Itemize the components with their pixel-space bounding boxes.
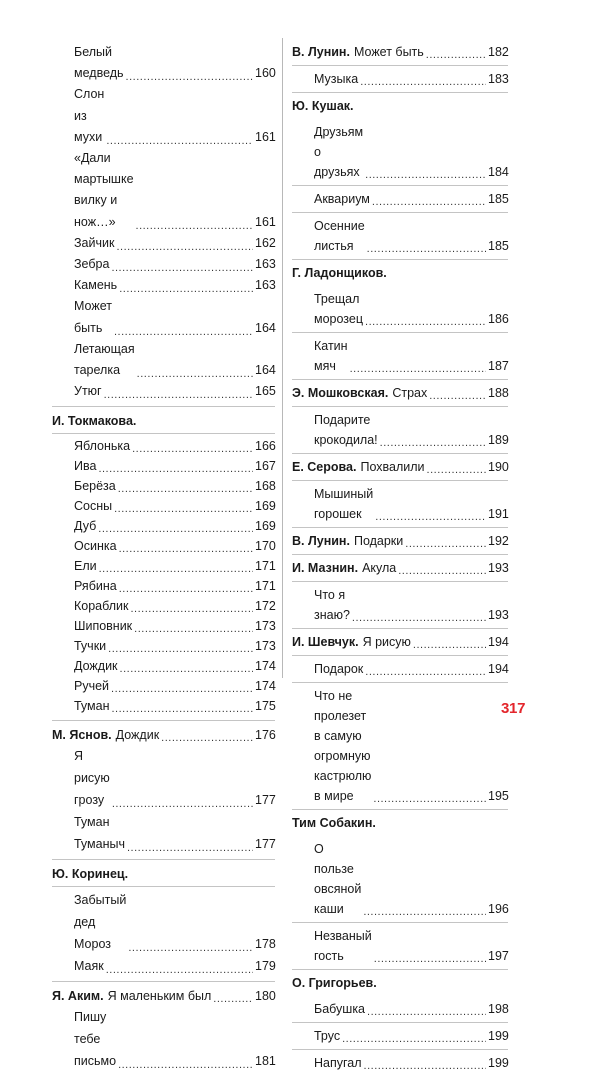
toc-entry-title: Туман Туманыч bbox=[74, 815, 125, 852]
toc-entry-page: 176 bbox=[255, 728, 276, 743]
dot-leader bbox=[374, 952, 486, 966]
dot-leader bbox=[363, 905, 486, 919]
toc-entry-title: Подарок bbox=[314, 662, 364, 676]
dot-leader bbox=[120, 662, 253, 676]
toc-entry-title: Рябина bbox=[74, 579, 117, 594]
toc-author-heading bbox=[52, 864, 275, 887]
dot-leader bbox=[119, 542, 253, 556]
toc-section bbox=[292, 457, 508, 528]
dot-leader bbox=[118, 1058, 253, 1072]
toc-section bbox=[52, 986, 275, 1072]
toc-section bbox=[292, 813, 508, 970]
author-name: Е. Серова. bbox=[292, 460, 357, 474]
toc-entry-page: 179 bbox=[255, 959, 276, 974]
toc-entry-title: Катин мяч bbox=[314, 339, 348, 373]
toc-section bbox=[52, 864, 275, 982]
toc-entry bbox=[52, 811, 275, 855]
toc-entry bbox=[292, 1053, 508, 1073]
toc-entry-page: 177 bbox=[255, 837, 276, 852]
toc-author-heading bbox=[292, 558, 508, 582]
toc-entry bbox=[52, 381, 275, 402]
toc-author-heading bbox=[52, 725, 275, 745]
toc-entry-title: Маяк bbox=[74, 959, 104, 974]
dot-leader bbox=[116, 240, 253, 254]
toc-entry bbox=[52, 536, 275, 556]
toc-entry bbox=[52, 42, 275, 84]
toc-entry bbox=[52, 616, 275, 636]
toc-entry-page: 163 bbox=[255, 257, 276, 272]
toc-section bbox=[292, 531, 508, 555]
dot-leader bbox=[98, 522, 253, 536]
toc-entry-page: 182 bbox=[488, 45, 509, 59]
toc-entry-page: 199 bbox=[488, 1056, 509, 1070]
toc-entry-title: Зайчик bbox=[74, 235, 115, 250]
toc-entry-title: Похвалили bbox=[360, 460, 425, 474]
dot-leader bbox=[99, 562, 253, 576]
toc-entry-page: 194 bbox=[488, 662, 509, 676]
toc-entry bbox=[52, 496, 275, 516]
toc-entry-title: Тучки bbox=[74, 639, 107, 654]
dot-leader bbox=[108, 642, 253, 656]
toc-entry-page: 171 bbox=[255, 559, 276, 574]
author-name: Ю. Коринец. bbox=[52, 867, 129, 882]
dot-leader bbox=[342, 1032, 486, 1046]
dot-leader bbox=[364, 1059, 486, 1073]
toc-entry-page: 164 bbox=[255, 363, 276, 378]
toc-entry-page: 169 bbox=[255, 499, 276, 514]
toc-entry-page: 187 bbox=[488, 359, 509, 373]
toc-entry bbox=[292, 1026, 508, 1050]
author-name: Г. Ладонщиков. bbox=[292, 266, 387, 280]
toc-entry bbox=[52, 516, 275, 536]
toc-entry-title: Подарки bbox=[353, 534, 404, 548]
toc-entry-page: 199 bbox=[488, 1029, 509, 1043]
author-name: И. Шевчук. bbox=[292, 635, 359, 649]
dot-leader bbox=[112, 797, 253, 811]
toc-author-heading bbox=[292, 42, 508, 66]
toc-entry-title: Может быть bbox=[74, 299, 112, 335]
dot-leader bbox=[106, 134, 253, 148]
toc-entry bbox=[292, 484, 508, 528]
dot-leader bbox=[104, 388, 253, 402]
toc-entry-page: 169 bbox=[255, 519, 276, 534]
toc-entry bbox=[292, 926, 508, 970]
toc-entry-title: Шиповник bbox=[74, 619, 133, 634]
toc-section bbox=[292, 632, 508, 810]
toc-entry bbox=[52, 889, 275, 955]
toc-entry-title: Музыка bbox=[314, 72, 359, 86]
dot-leader bbox=[128, 941, 253, 955]
toc-entry-title: Берёза bbox=[74, 479, 116, 494]
toc-entry-title: Дождик bbox=[115, 728, 160, 743]
toc-entry bbox=[292, 659, 508, 683]
dot-leader bbox=[365, 315, 486, 329]
toc-entry-page: 168 bbox=[255, 479, 276, 494]
toc-entry-page: 181 bbox=[255, 1054, 276, 1069]
toc-entry-title: Трус bbox=[314, 1029, 341, 1043]
toc-entry-page: 183 bbox=[488, 72, 509, 86]
toc-entry-page: 192 bbox=[488, 534, 509, 548]
toc-entry-title: Сосны bbox=[74, 499, 113, 514]
toc-section bbox=[292, 42, 508, 93]
author-name: Э. Мошковская. bbox=[292, 386, 389, 400]
toc-entry-title: Я рисую грозу bbox=[74, 749, 110, 808]
toc-entry-page: 180 bbox=[255, 989, 276, 1004]
author-name: Ю. Кушак. bbox=[292, 99, 354, 113]
toc-entry-title: Незваный гость bbox=[314, 929, 372, 963]
dot-leader bbox=[134, 622, 253, 636]
toc-author-heading bbox=[292, 383, 508, 407]
toc-entry-page: 193 bbox=[488, 561, 509, 575]
toc-entry-page: 170 bbox=[255, 539, 276, 554]
dot-leader bbox=[373, 792, 486, 806]
toc-continued-section bbox=[52, 42, 275, 407]
toc-entry-title: Бабушка bbox=[314, 1002, 366, 1016]
toc-entry-title: Мышиный горошек bbox=[314, 487, 374, 521]
toc-entry-title: Аквариум bbox=[314, 192, 370, 206]
toc-entry bbox=[52, 745, 275, 811]
toc-entry bbox=[292, 289, 508, 333]
toc-entry-title: «Дали мартышке вилку и нож…» bbox=[74, 151, 134, 229]
toc-entry-page: 166 bbox=[255, 439, 276, 454]
dot-leader bbox=[136, 219, 253, 233]
toc-entry-title: Летающая тарелка bbox=[74, 341, 135, 378]
toc-section bbox=[292, 558, 508, 629]
toc-entry-page: 195 bbox=[488, 789, 509, 803]
toc-entry bbox=[52, 576, 275, 596]
toc-entry bbox=[52, 296, 275, 338]
toc-entry-title: Страх bbox=[392, 386, 428, 400]
author-name: О. Григорьев. bbox=[292, 976, 377, 990]
toc-entry-title: Туман bbox=[74, 699, 110, 714]
toc-right-column bbox=[292, 42, 508, 1073]
toc-entry bbox=[52, 254, 275, 275]
toc-author-heading bbox=[292, 813, 508, 836]
toc-entry-page: 194 bbox=[488, 635, 509, 649]
toc-entry-title: Я рисую bbox=[362, 635, 411, 649]
page-number: 317 bbox=[501, 700, 526, 717]
toc-author-heading bbox=[292, 531, 508, 555]
toc-author-heading bbox=[292, 96, 508, 119]
dot-leader bbox=[126, 70, 253, 84]
toc-entry-title: Осинка bbox=[74, 539, 117, 554]
toc-entry-title: Осенние листья bbox=[314, 219, 365, 253]
toc-entry-title: Я маленьким был bbox=[107, 989, 212, 1004]
toc-entry-page: 173 bbox=[255, 619, 276, 634]
toc-entry-page: 165 bbox=[255, 384, 276, 399]
toc-entry-title: Белый медведь bbox=[74, 45, 124, 81]
dot-leader bbox=[98, 462, 253, 476]
toc-entry bbox=[52, 339, 275, 381]
toc-author-heading bbox=[292, 973, 508, 996]
toc-entry-page: 174 bbox=[255, 679, 276, 694]
author-name: И. Токмакова. bbox=[52, 414, 137, 429]
toc-entry-page: 184 bbox=[488, 165, 509, 179]
toc-entry-title: Зебра bbox=[74, 257, 110, 272]
dot-leader bbox=[427, 463, 486, 477]
toc-entry-page: 161 bbox=[255, 129, 276, 144]
toc-entry bbox=[292, 216, 508, 260]
toc-entry bbox=[52, 955, 275, 977]
toc-entry-title: Яблонька bbox=[74, 439, 131, 454]
toc-entry-page: 193 bbox=[488, 608, 509, 622]
toc-entry bbox=[52, 84, 275, 148]
toc-entry-page: 191 bbox=[488, 507, 509, 521]
toc-entry-page: 163 bbox=[255, 278, 276, 293]
dot-leader bbox=[352, 611, 486, 625]
toc-entry-page: 162 bbox=[255, 235, 276, 250]
toc-section bbox=[292, 383, 508, 454]
toc-entry-page: 190 bbox=[488, 460, 509, 474]
column-divider bbox=[282, 38, 283, 678]
toc-entry bbox=[292, 189, 508, 213]
toc-entry-title: Дуб bbox=[74, 519, 97, 534]
dot-leader bbox=[119, 582, 253, 596]
toc-entry bbox=[292, 410, 508, 454]
dot-leader bbox=[111, 261, 253, 275]
toc-entry-title: Подарите крокодила! bbox=[314, 413, 378, 447]
dot-leader bbox=[114, 325, 253, 339]
toc-entry bbox=[52, 436, 275, 456]
toc-entry-title: Что не пролезет в самую огромную кастрюлю в мире bbox=[314, 689, 372, 803]
toc-section bbox=[292, 263, 508, 380]
dot-leader bbox=[132, 442, 253, 456]
toc-entry bbox=[52, 476, 275, 496]
toc-entry-page: 197 bbox=[488, 949, 509, 963]
toc-section bbox=[52, 725, 275, 860]
toc-entry bbox=[292, 999, 508, 1023]
toc-entry bbox=[292, 336, 508, 380]
dot-leader bbox=[213, 992, 253, 1006]
toc-entry-title: Пишу тебе письмо bbox=[74, 1010, 117, 1069]
toc-entry bbox=[52, 1006, 275, 1072]
toc-entry-title: Слон из мухи bbox=[74, 87, 105, 144]
toc-author-heading bbox=[52, 411, 275, 434]
toc-section bbox=[292, 96, 508, 260]
dot-leader bbox=[137, 367, 253, 381]
toc-entry bbox=[292, 122, 508, 186]
dot-leader bbox=[365, 168, 486, 182]
dot-leader bbox=[365, 665, 486, 679]
author-name: М. Яснов. bbox=[52, 728, 112, 743]
toc-entry-title: Что я знаю? bbox=[314, 588, 350, 622]
dot-leader bbox=[118, 482, 253, 496]
toc-entry-title: Напугал bbox=[314, 1056, 362, 1070]
toc-entry bbox=[292, 839, 508, 923]
toc-entry-page: 174 bbox=[255, 659, 276, 674]
dot-leader bbox=[111, 682, 253, 696]
toc-entry-page: 185 bbox=[488, 192, 509, 206]
dot-leader bbox=[405, 537, 486, 551]
toc-entry-page: 161 bbox=[255, 214, 276, 229]
toc-entry bbox=[292, 585, 508, 629]
toc-entry-title: Может быть bbox=[353, 45, 424, 59]
toc-entry-page: 160 bbox=[255, 66, 276, 81]
toc-entry-title: Забытый дед Мороз bbox=[74, 893, 127, 952]
author-name: В. Лунин. bbox=[292, 45, 350, 59]
toc-entry bbox=[292, 69, 508, 93]
toc-entry-page: 164 bbox=[255, 320, 276, 335]
toc-entry-page: 172 bbox=[255, 599, 276, 614]
dot-leader bbox=[413, 638, 486, 652]
toc-entry bbox=[52, 696, 275, 716]
toc-entry-page: 185 bbox=[488, 239, 509, 253]
toc-section bbox=[52, 411, 275, 721]
dot-leader bbox=[360, 75, 486, 89]
toc-entry bbox=[52, 556, 275, 576]
toc-section bbox=[292, 973, 508, 1073]
toc-entry-page: 167 bbox=[255, 459, 276, 474]
toc-entry bbox=[52, 148, 275, 233]
toc-entry-page: 186 bbox=[488, 312, 509, 326]
toc-entry-title: Дождик bbox=[74, 659, 118, 674]
dot-leader bbox=[350, 362, 486, 376]
dot-leader bbox=[372, 195, 486, 209]
toc-entry-page: 188 bbox=[488, 386, 509, 400]
dot-leader bbox=[375, 510, 486, 524]
dot-leader bbox=[367, 1005, 486, 1019]
toc-entry-title: Друзьям о друзьях bbox=[314, 125, 364, 179]
toc-author-heading bbox=[292, 263, 508, 286]
author-name: Тим Собакин. bbox=[292, 816, 376, 830]
toc-entry-title: Трещал морозец bbox=[314, 292, 364, 326]
toc-entry bbox=[52, 596, 275, 616]
dot-leader bbox=[127, 841, 253, 855]
dot-leader bbox=[106, 963, 253, 977]
dot-leader bbox=[112, 702, 254, 716]
toc-entry bbox=[52, 676, 275, 696]
toc-entry-title: Ели bbox=[74, 559, 97, 574]
toc-entry-title: О пользе овсяной каши bbox=[314, 842, 362, 916]
toc-entry-title: Ручей bbox=[74, 679, 110, 694]
toc-entry bbox=[52, 636, 275, 656]
toc-entry bbox=[52, 656, 275, 676]
author-name: В. Лунин. bbox=[292, 534, 350, 548]
toc-entry-page: 171 bbox=[255, 579, 276, 594]
author-name: Я. Аким. bbox=[52, 989, 104, 1004]
dot-leader bbox=[426, 48, 486, 62]
toc-left-column bbox=[52, 42, 275, 1072]
toc-entry-page: 198 bbox=[488, 1002, 509, 1016]
toc-entry bbox=[292, 686, 508, 810]
toc-author-heading bbox=[52, 986, 275, 1006]
toc-entry-title: Акула bbox=[362, 561, 397, 575]
dot-leader bbox=[380, 436, 486, 450]
dot-leader bbox=[429, 389, 486, 403]
dot-leader bbox=[119, 282, 253, 296]
dot-leader bbox=[114, 502, 253, 516]
toc-entry bbox=[52, 233, 275, 254]
dot-leader bbox=[161, 731, 253, 745]
author-name: И. Мазнин. bbox=[292, 561, 359, 575]
dot-leader bbox=[398, 564, 486, 578]
toc-author-heading bbox=[292, 457, 508, 481]
toc-entry-title: Ива bbox=[74, 459, 97, 474]
dot-leader bbox=[367, 242, 486, 256]
toc-entry-page: 178 bbox=[255, 937, 276, 952]
toc-entry bbox=[52, 275, 275, 296]
toc-entry-page: 175 bbox=[255, 699, 276, 714]
toc-entry-title: Утюг bbox=[74, 384, 102, 399]
toc-author-heading bbox=[292, 632, 508, 656]
toc-entry bbox=[52, 456, 275, 476]
toc-entry-page: 173 bbox=[255, 639, 276, 654]
toc-entry-title: Камень bbox=[74, 278, 118, 293]
dot-leader bbox=[130, 602, 253, 616]
toc-entry-page: 177 bbox=[255, 793, 276, 808]
toc-entry-title: Кораблик bbox=[74, 599, 129, 614]
toc-entry-page: 196 bbox=[488, 902, 509, 916]
toc-entry-page: 189 bbox=[488, 433, 509, 447]
